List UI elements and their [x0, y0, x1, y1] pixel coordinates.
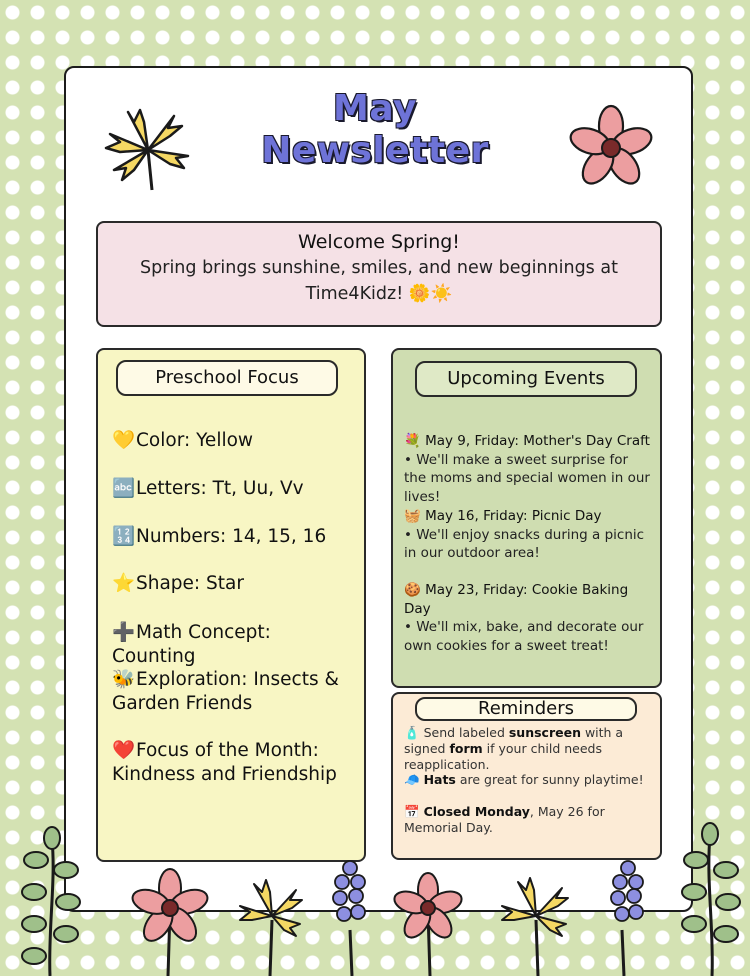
title-line-newsletter: Newsletter	[261, 130, 489, 171]
event-cookie-baking	[404, 581, 654, 655]
yellow-flower-icon	[104, 106, 194, 192]
preschool-focus-panel	[96, 348, 366, 862]
focus-item-math: ➕Math Concept: Counting	[112, 622, 271, 667]
event-body: • We'll mix, bake, and decorate our own cookies for a sweet treat!	[404, 619, 644, 654]
calendar-icon: 📅	[404, 804, 420, 819]
plus-icon: ➕	[112, 622, 136, 643]
bouquet-icon: 💐	[404, 433, 421, 449]
basket-icon: 🧺	[404, 508, 421, 524]
red-heart-icon: ❤️	[112, 740, 136, 761]
event-body: • We'll make a sweet surprise for the moms and special women in our lives!	[404, 451, 650, 505]
event-heading: May 9, Friday: Mother's Day Craft	[425, 433, 650, 449]
star-icon: ⭐	[112, 573, 136, 594]
garden-border-decoration	[0, 820, 750, 976]
focus-item-letters: 🔤Letters: Tt, Uu, Vv	[112, 478, 304, 499]
numbers-icon: 🔢	[112, 526, 136, 547]
letters-icon: 🔤	[112, 478, 136, 499]
event-heading: May 16, Friday: Picnic Day	[425, 508, 602, 524]
welcome-box	[96, 221, 662, 327]
event-body: • We'll enjoy snacks during a picnic in our outdoor area!	[404, 526, 645, 561]
welcome-heading: Welcome Spring!	[298, 231, 460, 253]
focus-item-color: 💛Color: Yellow	[112, 430, 254, 451]
focus-item-month: ❤️Focus of the Month: Kindness and Friendship	[112, 740, 337, 785]
yellow-heart-icon: 💛	[112, 430, 136, 451]
reminder-sunscreen: 🧴 Send labeled sunscreen with a signed form if your child needs reapplication.	[404, 725, 624, 772]
focus-item-numbers: 🔢Numbers: 14, 15, 16	[112, 526, 327, 547]
reminder-hats: 🧢 Hats are great for sunny playtime!	[404, 772, 644, 787]
event-heading: May 23, Friday: Cookie Baking Day	[404, 582, 629, 617]
upcoming-events-panel	[391, 348, 662, 688]
reminder-closed: 📅 Closed Monday, May 26 for Memorial Day.	[404, 804, 605, 835]
pink-flower-icon	[566, 106, 656, 190]
cap-icon: 🧢	[404, 772, 420, 787]
page-title	[240, 88, 510, 172]
bee-icon: 🐝	[112, 669, 136, 690]
focus-item-shape: ⭐Shape: Star	[112, 573, 244, 594]
lotion-icon: 🧴	[404, 725, 420, 740]
cookie-icon: 🍪	[404, 582, 421, 598]
welcome-text: Spring brings sunshine, smiles, and new beginnings at Time4Kidz! 🌼☀️	[140, 258, 618, 304]
reminders-title: Reminders	[415, 697, 637, 721]
events-title: Upcoming Events	[415, 361, 637, 397]
event-picnic-day	[404, 507, 654, 563]
focus-title: Preschool Focus	[116, 360, 338, 396]
event-mothers-day	[404, 432, 654, 506]
title-line-month: May	[333, 88, 417, 129]
focus-item-exploration: 🐝Exploration: Insects & Garden Friends	[112, 669, 339, 714]
